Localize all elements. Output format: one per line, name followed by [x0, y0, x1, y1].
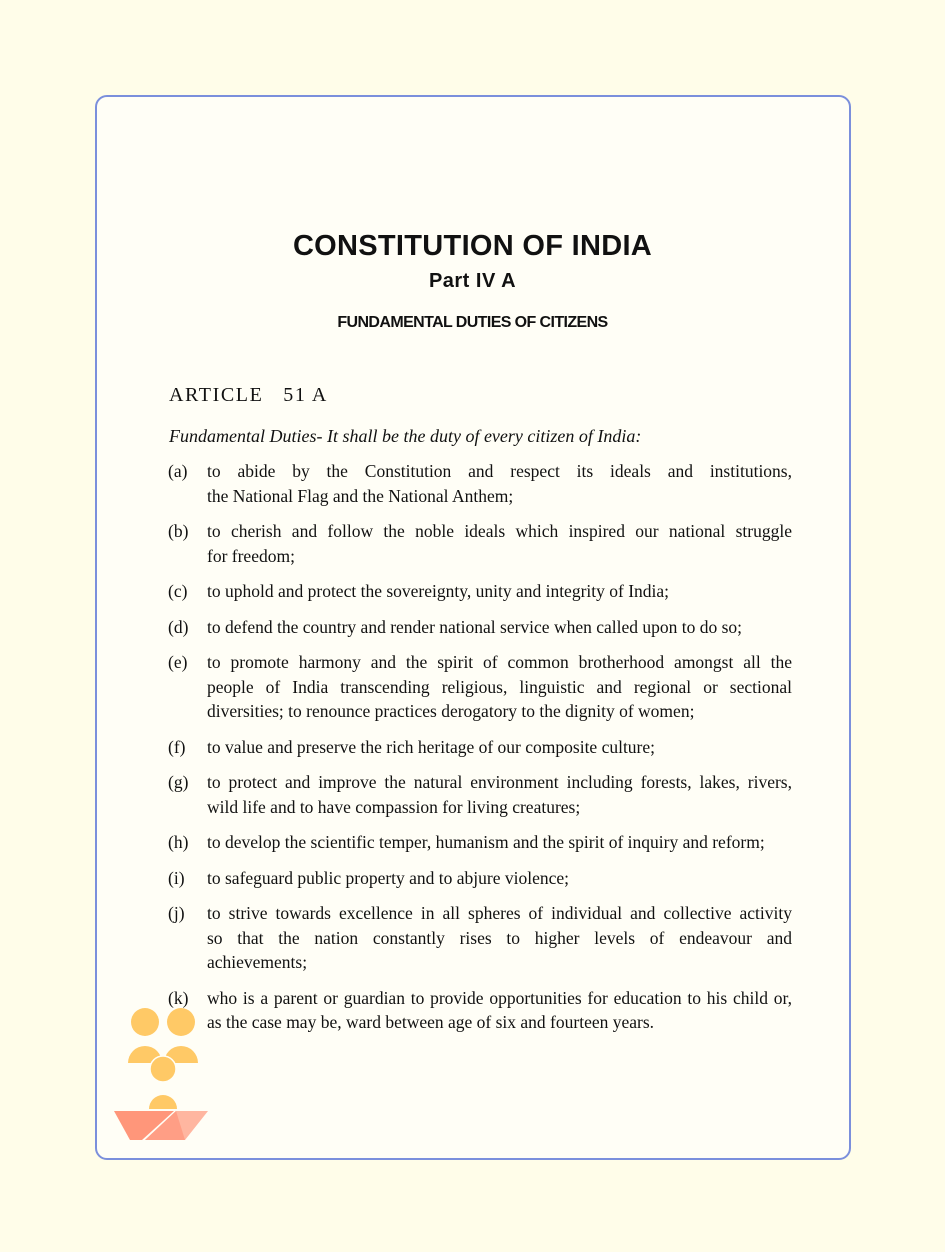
duty-item	[168, 866, 792, 891]
duties-list	[168, 459, 792, 1046]
duty-text-line: to promote harmony and the spirit of common brotherhood amongst all the	[207, 652, 792, 672]
duty-label: (b)	[168, 521, 189, 541]
duty-item	[168, 650, 792, 724]
duty-text-line: as the case may be, ward between age of six and fourteen years.	[207, 1012, 655, 1032]
section-subtitle: FUNDAMENTAL DUTIES OF CITIZENS	[337, 314, 608, 331]
duty-item	[168, 735, 792, 760]
duty-text-line: the National Flag and the National Anthem;	[207, 485, 514, 506]
duty-item	[168, 901, 792, 975]
duty-label: (e)	[168, 652, 188, 672]
duty-text-line: people of India transcending religious, linguistic and regional or sectional	[207, 676, 792, 697]
document-title: CONSTITUTION OF INDIA	[292, 230, 653, 262]
duty-label: (j)	[168, 903, 185, 923]
duty-label: (a)	[168, 461, 188, 481]
article-heading: ARTICLE 51 A	[169, 384, 328, 406]
duty-text-line: achievements;	[207, 952, 308, 972]
duty-item	[168, 770, 792, 819]
duty-text-line: to protect and improve the natural environment including forests, lakes, rivers,	[207, 772, 792, 792]
family-logo-icon	[112, 1005, 212, 1145]
duty-label: (i)	[168, 867, 185, 888]
duty-label: (h)	[168, 832, 189, 852]
part-heading: Part IV A	[428, 270, 517, 292]
duty-text-line: to uphold and protect the sovereignty, unity and integrity of India;	[207, 581, 670, 601]
duty-label: (c)	[168, 581, 188, 601]
article-intro: Fundamental Duties- It shall be the duty of every citizen of India:	[169, 426, 642, 446]
duty-item	[168, 615, 792, 640]
duty-item	[168, 830, 792, 855]
duty-item	[168, 519, 792, 568]
duty-text-line: to value and preserve the rich heritage of our composite culture;	[207, 736, 656, 757]
duty-label: (k)	[168, 987, 189, 1008]
duty-text-line: wild life and to have compassion for living creatures;	[207, 796, 581, 817]
duty-text-line: to strive towards excellence in all spheres of individual and collective activity	[207, 903, 792, 923]
duty-label: (g)	[168, 772, 189, 792]
duty-item	[168, 986, 792, 1035]
duty-text-line: to safeguard public property and to abjure violence;	[207, 867, 570, 888]
duty-text-line: so that the nation constantly rises to higher levels of endeavour and	[207, 927, 792, 948]
duty-text-line: to defend the country and render national service when called upon to do so;	[207, 616, 743, 637]
duty-text-line: to cherish and follow the noble ideals which inspired our national struggle	[207, 521, 792, 541]
duty-text-line: to develop the scientific temper, humanism and the spirit of inquiry and reform;	[207, 832, 765, 852]
duty-item	[168, 459, 792, 508]
duty-text-line: diversities; to renounce practices derogatory to the dignity of women;	[207, 701, 695, 721]
duty-label: (f)	[168, 736, 186, 757]
duty-text-line: to abide by the Constitution and respect its ideals and institutions,	[207, 461, 792, 481]
duty-label: (d)	[168, 616, 189, 637]
duty-text-line: who is a parent or guardian to provide opportunities for education to his child or,	[207, 987, 792, 1008]
duty-item	[168, 579, 792, 604]
duty-text-line: for freedom;	[207, 545, 295, 566]
